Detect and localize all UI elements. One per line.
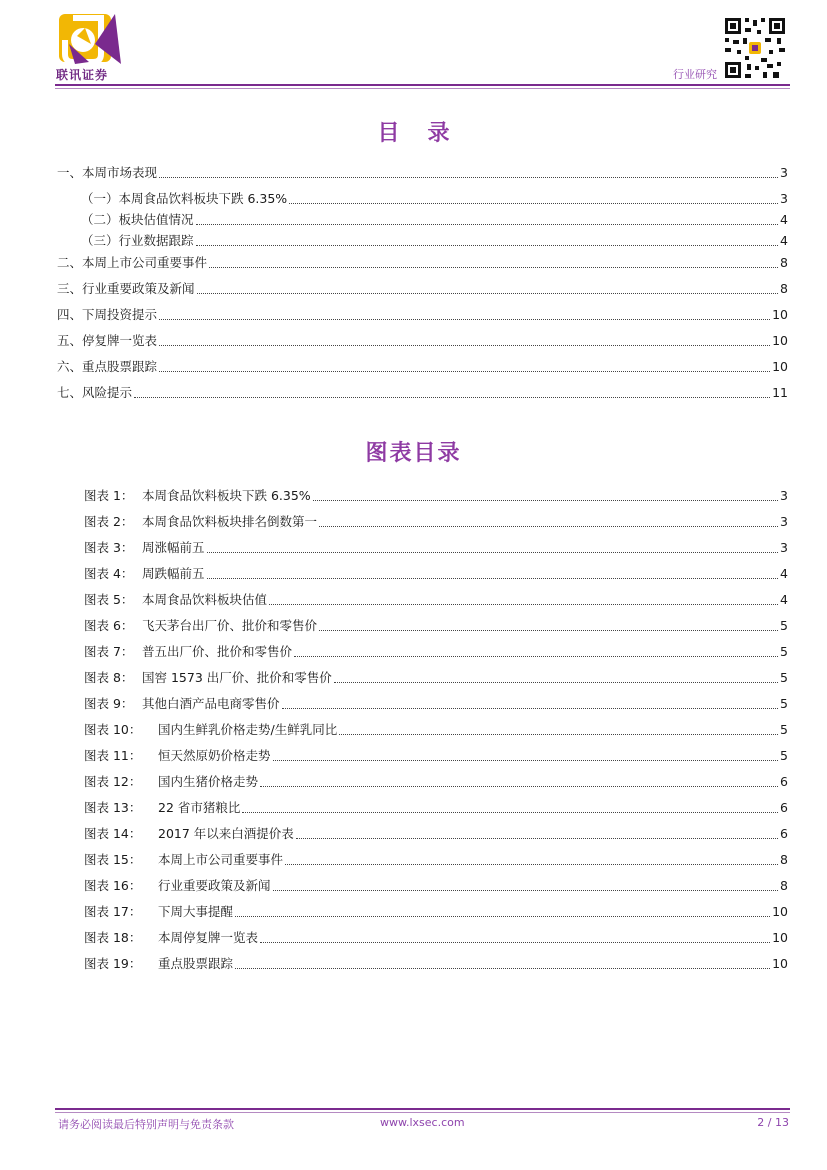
figure-entry[interactable] bbox=[84, 564, 788, 582]
figure-number: 图表 8： bbox=[84, 670, 134, 685]
figure-entry-label bbox=[84, 514, 317, 530]
toc-entry[interactable] bbox=[57, 279, 788, 297]
dot-leader bbox=[282, 708, 779, 709]
figure-entry[interactable] bbox=[84, 824, 788, 842]
figure-entry-page: 6 bbox=[780, 774, 788, 789]
figure-entry[interactable] bbox=[84, 798, 788, 816]
figure-entry-label bbox=[84, 592, 267, 608]
toc-entry-page: 8 bbox=[780, 281, 788, 296]
dot-leader bbox=[196, 245, 779, 246]
figure-entry[interactable] bbox=[84, 668, 788, 686]
toc-entry-label: （二）板块估值情况 bbox=[81, 212, 194, 227]
toc-entry-label: 七、风险提示 bbox=[57, 385, 133, 400]
figure-entry-label bbox=[84, 930, 258, 946]
dot-leader bbox=[159, 345, 770, 346]
page-number: 2 / 13 bbox=[757, 1116, 789, 1129]
figure-entry[interactable] bbox=[84, 642, 788, 660]
figure-entry-label bbox=[84, 722, 337, 738]
figure-number: 图表 10： bbox=[84, 722, 142, 737]
figure-entry-label bbox=[84, 696, 280, 712]
figure-caption: 重点股票跟踪 bbox=[158, 956, 234, 971]
figure-entry[interactable] bbox=[84, 512, 788, 530]
figure-entry[interactable] bbox=[84, 694, 788, 712]
dot-leader bbox=[209, 267, 778, 268]
dot-leader bbox=[273, 890, 779, 891]
figure-caption: 周涨幅前五 bbox=[142, 540, 205, 555]
toc-entry[interactable] bbox=[57, 357, 788, 375]
dot-leader bbox=[159, 319, 770, 320]
toc-entry-page: 10 bbox=[772, 307, 788, 322]
dot-leader bbox=[313, 500, 778, 501]
page-header bbox=[0, 0, 827, 92]
figure-entry-page: 5 bbox=[780, 722, 788, 737]
figure-entry-page: 10 bbox=[772, 956, 788, 971]
figure-entry[interactable] bbox=[84, 772, 788, 790]
figure-caption: 恒天然原奶价格走势 bbox=[158, 748, 271, 763]
figure-number: 图表 5： bbox=[84, 592, 134, 607]
figure-number: 图表 15： bbox=[84, 852, 142, 867]
toc-entry-label: 四、下周投资提示 bbox=[57, 307, 158, 322]
figure-entry-page: 3 bbox=[780, 514, 788, 529]
dot-leader bbox=[296, 838, 778, 839]
toc-entry[interactable] bbox=[81, 210, 788, 228]
figure-entry-page: 5 bbox=[780, 618, 788, 633]
figure-entry[interactable] bbox=[84, 616, 788, 634]
figure-caption: 其他白酒产品电商零售价 bbox=[142, 696, 280, 711]
header-rule-thin bbox=[55, 88, 790, 89]
figure-entry-label bbox=[84, 878, 271, 894]
figure-entry-label bbox=[84, 852, 283, 868]
figure-number: 图表 3： bbox=[84, 540, 134, 555]
figure-entry-page: 6 bbox=[780, 826, 788, 841]
figure-entry[interactable] bbox=[84, 746, 788, 764]
figure-caption: 本周停复牌一览表 bbox=[158, 930, 259, 945]
figure-entry-page: 5 bbox=[780, 748, 788, 763]
figure-entry-page: 3 bbox=[780, 540, 788, 555]
footer-rule-thin bbox=[55, 1112, 790, 1113]
figure-number: 图表 9： bbox=[84, 696, 134, 711]
toc-entry-label: （三）行业数据跟踪 bbox=[81, 233, 194, 248]
dot-leader bbox=[159, 371, 770, 372]
dot-leader bbox=[159, 177, 778, 178]
figure-entry-label bbox=[84, 540, 205, 556]
dot-leader bbox=[319, 526, 778, 527]
figure-entry-page: 10 bbox=[772, 930, 788, 945]
dot-leader bbox=[235, 968, 770, 969]
toc-entry-page: 4 bbox=[780, 233, 788, 248]
figure-entry-page: 5 bbox=[780, 670, 788, 685]
figure-caption: 2017 年以来白酒提价表 bbox=[158, 826, 294, 841]
dot-leader bbox=[294, 656, 778, 657]
figure-number: 图表 17： bbox=[84, 904, 142, 919]
figure-entry-page: 6 bbox=[780, 800, 788, 815]
dot-leader bbox=[260, 942, 770, 943]
logo-text: 联讯证券 bbox=[56, 68, 109, 82]
toc-entry-label: 二、本周上市公司重要事件 bbox=[57, 255, 208, 270]
dot-leader bbox=[289, 203, 778, 204]
footer-disclaimer[interactable]: 请务必阅读最后特别声明与免责条款 bbox=[58, 1118, 234, 1131]
figure-number: 图表 11： bbox=[84, 748, 142, 763]
toc-entry-label: 六、重点股票跟踪 bbox=[57, 359, 158, 374]
toc-entry[interactable] bbox=[57, 163, 788, 181]
toc-title: 目录 bbox=[377, 121, 478, 146]
toc-entry-page: 10 bbox=[772, 333, 788, 348]
figure-number: 图表 18： bbox=[84, 930, 142, 945]
dot-leader bbox=[339, 734, 778, 735]
figure-entry[interactable] bbox=[84, 486, 788, 504]
figure-entry-page: 4 bbox=[780, 592, 788, 607]
toc-entry-label: 三、行业重要政策及新闻 bbox=[57, 281, 195, 296]
figure-entry-page: 8 bbox=[780, 852, 788, 867]
qr-code-icon bbox=[723, 16, 787, 80]
figure-entry[interactable] bbox=[84, 850, 788, 868]
figure-caption: 国窖 1573 出厂价、批价和零售价 bbox=[142, 670, 332, 685]
dot-leader bbox=[242, 812, 778, 813]
figure-caption: 本周上市公司重要事件 bbox=[158, 852, 284, 867]
toc-entry-page: 11 bbox=[772, 385, 788, 400]
dot-leader bbox=[273, 760, 779, 761]
figure-entry-page: 10 bbox=[772, 904, 788, 919]
footer-url[interactable]: www.lxsec.com bbox=[380, 1116, 465, 1129]
figure-entry[interactable] bbox=[84, 590, 788, 608]
dot-leader bbox=[269, 604, 778, 605]
figure-number: 图表 6： bbox=[84, 618, 134, 633]
footer-rule bbox=[55, 1108, 790, 1110]
figure-caption: 国内生鲜乳价格走势/生鲜乳同比 bbox=[158, 722, 338, 737]
toc-entry[interactable] bbox=[81, 231, 788, 249]
figure-entry-label bbox=[84, 774, 258, 790]
toc-entry-page: 3 bbox=[780, 165, 788, 180]
figure-number: 图表 7： bbox=[84, 644, 134, 659]
report-category: 行业研究 bbox=[673, 68, 717, 81]
toc-entry-label: 一、本周市场表现 bbox=[57, 165, 158, 180]
figure-entry-label bbox=[84, 800, 240, 816]
dot-leader bbox=[207, 552, 779, 553]
figure-caption: 本周食品饮料板块估值 bbox=[142, 592, 268, 607]
figure-entry-label bbox=[84, 904, 233, 920]
figure-entry-label bbox=[84, 670, 332, 686]
toc-entry-page: 4 bbox=[780, 212, 788, 227]
toc-entry[interactable] bbox=[57, 305, 788, 323]
dot-leader bbox=[334, 682, 778, 683]
figure-caption: 22 省市猪粮比 bbox=[158, 800, 241, 815]
dot-leader bbox=[196, 224, 779, 225]
figure-entry-label bbox=[84, 618, 317, 634]
figure-number: 图表 13： bbox=[84, 800, 142, 815]
figure-entry[interactable] bbox=[84, 928, 788, 946]
figure-entry-label bbox=[84, 826, 294, 842]
figure-number: 图表 14： bbox=[84, 826, 142, 841]
figure-entry-label bbox=[84, 488, 311, 504]
figure-number: 图表 1： bbox=[84, 488, 134, 503]
figure-number: 图表 4： bbox=[84, 566, 134, 581]
figure-entry[interactable] bbox=[84, 902, 788, 920]
toc-entry-page: 8 bbox=[780, 255, 788, 270]
figure-caption: 周跌幅前五 bbox=[142, 566, 205, 581]
figure-entry-label bbox=[84, 566, 205, 582]
toc-entry[interactable] bbox=[57, 383, 788, 401]
figure-number: 图表 16： bbox=[84, 878, 142, 893]
figure-entry-label bbox=[84, 748, 271, 764]
dot-leader bbox=[235, 916, 770, 917]
figure-caption: 行业重要政策及新闻 bbox=[158, 878, 271, 893]
figure-number: 图表 12： bbox=[84, 774, 142, 789]
figure-entry-page: 5 bbox=[780, 644, 788, 659]
figure-entry[interactable] bbox=[84, 538, 788, 556]
dot-leader bbox=[285, 864, 778, 865]
toc-entry[interactable] bbox=[57, 253, 788, 271]
figures-title: 图表目录 bbox=[365, 441, 462, 466]
figure-caption: 国内生猪价格走势 bbox=[158, 774, 259, 789]
figure-number: 图表 2： bbox=[84, 514, 134, 529]
figure-entry[interactable] bbox=[84, 876, 788, 894]
figure-entry-label bbox=[84, 956, 233, 972]
figure-caption: 本周食品饮料板块排名倒数第一 bbox=[142, 514, 318, 529]
figure-entry-label bbox=[84, 644, 292, 660]
figure-entry[interactable] bbox=[84, 954, 788, 972]
figure-number: 图表 19： bbox=[84, 956, 142, 971]
toc-entry-label: 五、停复牌一览表 bbox=[57, 333, 158, 348]
toc-entry[interactable] bbox=[57, 331, 788, 349]
figure-entry-page: 8 bbox=[780, 878, 788, 893]
toc-entry[interactable] bbox=[81, 189, 788, 207]
figure-entry[interactable] bbox=[84, 720, 788, 738]
figure-entry-page: 4 bbox=[780, 566, 788, 581]
figure-caption: 普五出厂价、批价和零售价 bbox=[142, 644, 293, 659]
dot-leader bbox=[134, 397, 770, 398]
figure-entry-page: 3 bbox=[780, 488, 788, 503]
figure-caption: 下周大事提醒 bbox=[158, 904, 234, 919]
dot-leader bbox=[319, 630, 778, 631]
toc-entry-page: 10 bbox=[772, 359, 788, 374]
figure-caption: 飞天茅台出厂价、批价和零售价 bbox=[142, 618, 318, 633]
figure-caption: 本周食品饮料板块下跌 6.35% bbox=[142, 488, 311, 503]
toc-entry-page: 3 bbox=[780, 191, 788, 206]
toc-entry-label: （一）本周食品饮料板块下跌 6.35% bbox=[81, 191, 288, 206]
dot-leader bbox=[197, 293, 779, 294]
header-rule bbox=[55, 84, 790, 86]
dot-leader bbox=[207, 578, 779, 579]
figure-entry-page: 5 bbox=[780, 696, 788, 711]
dot-leader bbox=[260, 786, 778, 787]
